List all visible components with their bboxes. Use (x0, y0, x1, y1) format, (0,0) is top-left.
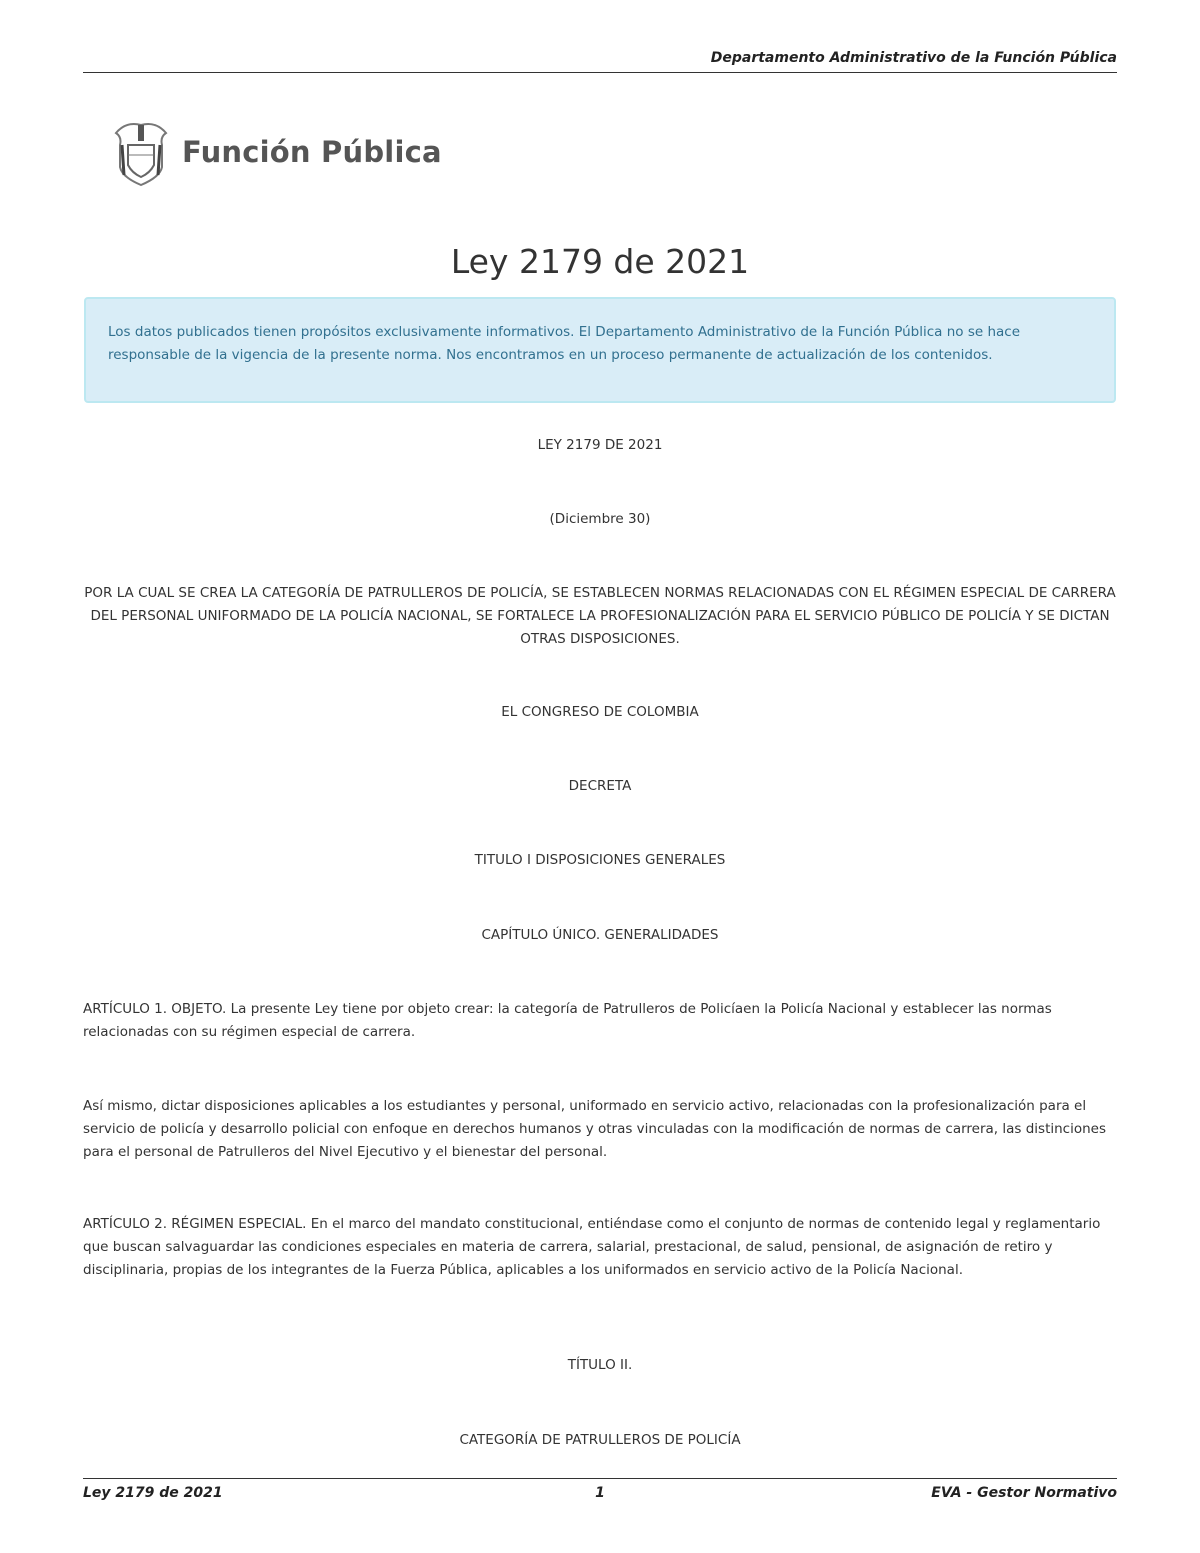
footer-divider (83, 1478, 1117, 1479)
title-2-heading: TÍTULO II. (567, 1357, 633, 1373)
congress-heading: EL CONGRESO DE COLOMBIA (501, 704, 699, 720)
chapter-heading: CAPÍTULO ÚNICO. GENERALIDADES (481, 927, 719, 943)
page-title: Ley 2179 de 2021 (450, 242, 750, 281)
footer-system: EVA - Gestor Normativo (931, 1485, 1118, 1501)
decreta-heading: DECRETA (568, 778, 632, 794)
article-2: ARTÍCULO 2. RÉGIMEN ESPECIAL. En el marco del mandato constitucional, entiéndase como el conjunto de normas de contenido legal y reglamentario que buscan salvaguardar las condiciones especiales en materia de carrera, salarial, prestacional, de salud, pensional, de asignación de retiro y disciplinaria, propias de los integrantes de la Fuerza Pública, aplicables a los uniformados en servicio activo de la Policía Nacional. (83, 1216, 1101, 1278)
coat-of-arms-icon (110, 115, 172, 189)
disclaimer-notice: Los datos publicados tienen propósitos exclusivamente informativos. El Departamento Administrativo de la Función Pública no se hace responsable de la vigencia de la presente norma. Nos encontramos en un proceso permanente de actualización de los contenidos. (84, 297, 1116, 403)
page-number: 1 (595, 1485, 605, 1501)
header-divider (83, 72, 1117, 73)
law-date: (Diciembre 30) (549, 511, 651, 527)
logo (110, 115, 442, 189)
footer (83, 1485, 1117, 1501)
category-heading: CATEGORÍA DE PATRULLEROS DE POLICÍA (459, 1432, 741, 1448)
header-org: Departamento Administrativo de la Función Pública (710, 50, 1117, 66)
law-number: LEY 2179 DE 2021 (537, 437, 663, 453)
title-1-heading: TITULO I DISPOSICIONES GENERALES (474, 852, 726, 868)
law-summary: POR LA CUAL SE CREA LA CATEGORÍA DE PATRULLEROS DE POLICÍA, SE ESTABLECEN NORMAS RELACIONADAS CON EL RÉGIMEN ESPECIAL DE CARRERA DEL PERSONAL UNIFORMADO DE LA POLICÍA NACIONAL, SE FORTALECE LA PROFESIONALIZACIÓN PARA EL SERVICIO PÚBLICO DE POLICÍA Y SE DICTAN OTRAS DISPOSICIONES. (84, 585, 1116, 647)
logo-text: Función Pública (182, 135, 442, 169)
article-1: ARTÍCULO 1. OBJETO. La presente Ley tiene por objeto crear: la categoría de Patrulleros de Policíaen la Policía Nacional y establecer las normas relacionadas con su régimen especial de carrera. (83, 1001, 1052, 1040)
article-1-paragraph: Así mismo, dictar disposiciones aplicables a los estudiantes y personal, uniformado en servicio activo, relacionadas con la profesionalización para el servicio de policía y desarrollo policial con enfoque en derechos humanos y otras vinculadas con la modificación de normas de carrera, las distinciones para el personal de Patrulleros del Nivel Ejecutivo y el bienestar del personal. (83, 1098, 1107, 1160)
footer-law: Ley 2179 de 2021 (83, 1485, 223, 1501)
